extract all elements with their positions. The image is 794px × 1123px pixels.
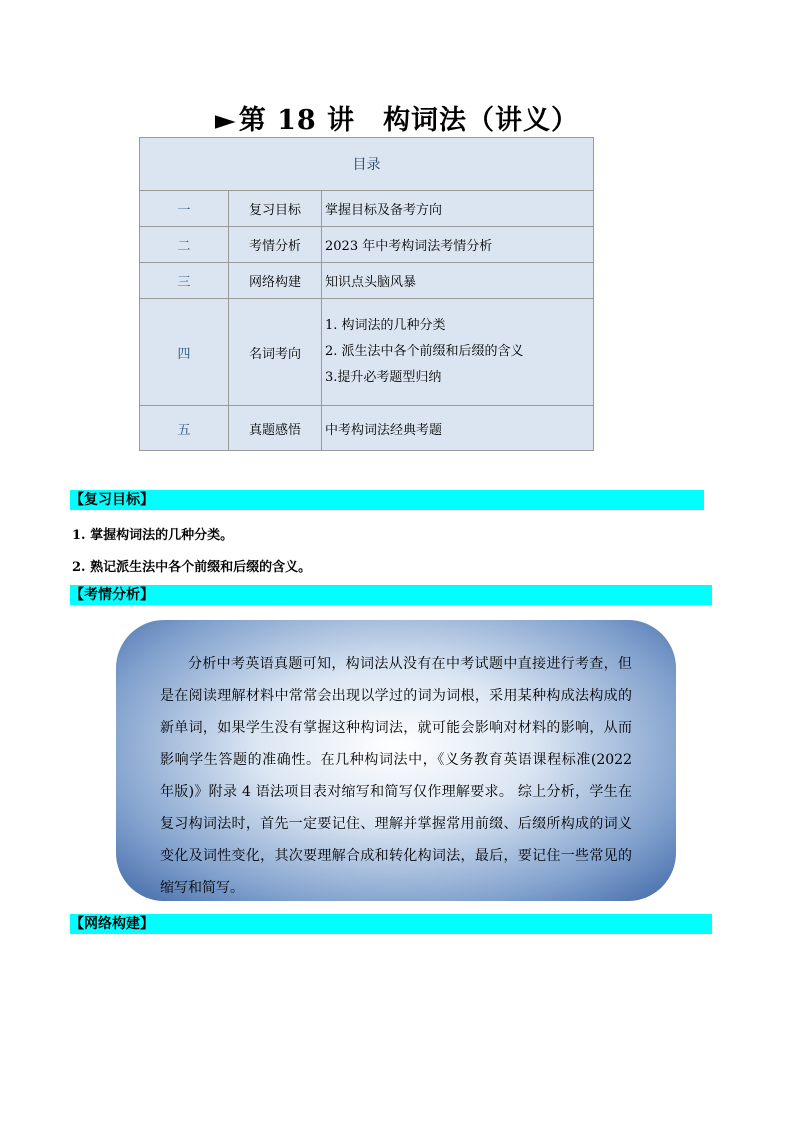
- toc-row-name: 真题感悟: [229, 406, 322, 451]
- toc-row-num: 三: [140, 263, 229, 299]
- toc-row-name: 复习目标: [229, 191, 322, 227]
- review-goal-item: 2. 熟记派生法中各个前缀和后缀的含义。: [72, 560, 312, 575]
- section-bar-network: [70, 914, 712, 934]
- toc-sub-item: 2. 派生法中各个前缀和后缀的含义: [325, 344, 524, 359]
- toc-row: [140, 191, 594, 227]
- toc-row-desc: 中考构词法经典考题: [322, 406, 594, 451]
- toc-row-num: 五: [140, 406, 229, 451]
- toc-sub-item: 3.提升必考题型归纳: [325, 370, 442, 385]
- review-goal-item: 1. 掌握构词法的几种分类。: [72, 528, 234, 543]
- section-label-analysis: 【考情分析】: [70, 587, 154, 603]
- toc-row-desc: 知识点头脑风暴: [322, 263, 594, 299]
- toc-row-name: 考情分析: [229, 227, 322, 263]
- toc-row-name: 网络构建: [229, 263, 322, 299]
- toc-row-desc: 2023 年中考构词法考情分析: [322, 227, 594, 263]
- toc-row-desc: 掌握目标及备考方向: [322, 191, 594, 227]
- toc-row: [140, 227, 594, 263]
- section-label-network: 【网络构建】: [70, 916, 154, 932]
- title-main: 第 18 讲: [238, 105, 356, 136]
- section-bar-analysis: [70, 585, 712, 605]
- toc-row-num: 四: [140, 299, 229, 406]
- toc-row-num: 一: [140, 191, 229, 227]
- toc-sub-item: 1. 构词法的几种分类: [325, 318, 446, 333]
- title-arrow-icon: ►: [214, 105, 237, 136]
- analysis-box: [116, 620, 676, 901]
- toc-row: [140, 406, 594, 451]
- toc-table: [139, 137, 594, 451]
- toc-header: 目录: [140, 138, 594, 191]
- analysis-text: 分析中考英语真题可知，构词法从没有在中考试题中直接进行考查，但是在阅读理解材料中常常会出现以学过的词为词根，采用某种构成法构成的新单词，如果学生没有掌握这种构词法，就可能会影响对材料的影响，从而影响学生答题的准确性。在几种构词法中，《义务教育英语课程标准(2022 年版)》附录 4 语法项目表对缩写和简写仅作理解要求。 综上分析，学生在复习构词法时，首先一定要记住、理解并掌握常用前缀、后缀所构成的词义变化及词性变化，其次要理解合成和转化构词法，最后，要记住一些常见的缩写和简写。: [160, 656, 632, 896]
- toc-row: [140, 263, 594, 299]
- toc-row-num: 二: [140, 227, 229, 263]
- section-bar-review: [70, 490, 704, 510]
- page-title: [0, 98, 794, 137]
- section-label-review: 【复习目标】: [70, 492, 154, 508]
- toc-row-name: 名词考向: [229, 299, 322, 406]
- toc-row-desc-list: [322, 299, 594, 406]
- title-sub: 构词法（讲义）: [383, 105, 580, 136]
- toc-row: [140, 299, 594, 406]
